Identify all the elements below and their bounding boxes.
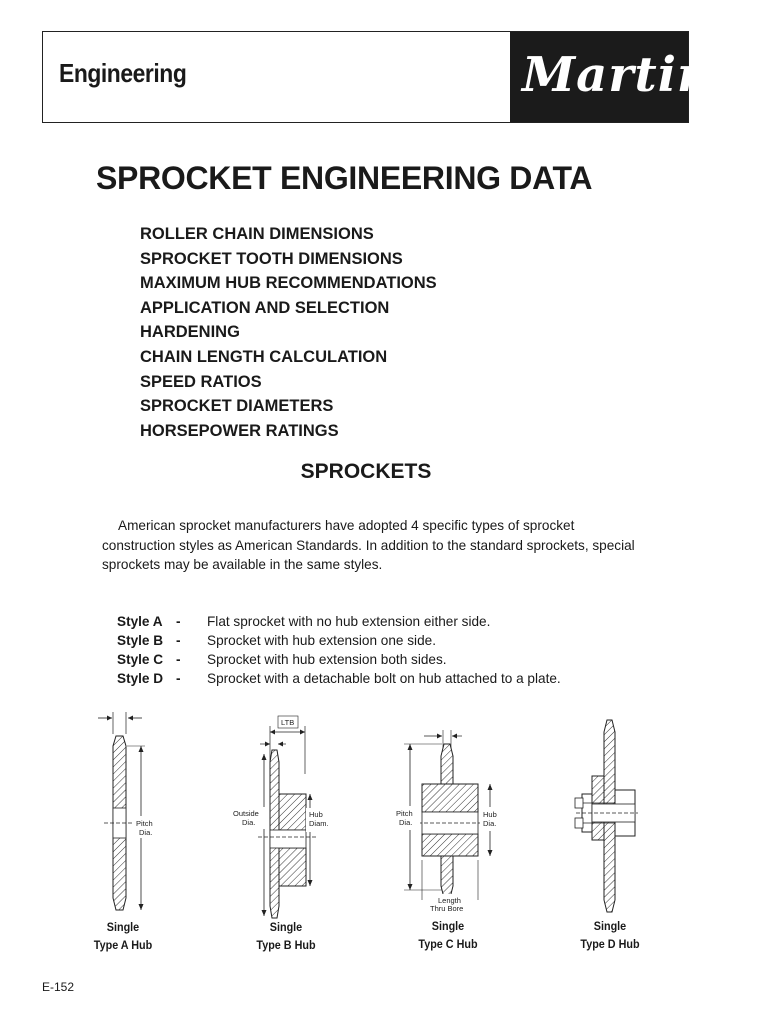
style-description: Sprocket with hub extension one side. <box>207 633 436 648</box>
style-label: Style A <box>117 614 163 629</box>
style-dash: - <box>176 671 181 686</box>
outside-dia-label-2: Dia. <box>242 818 256 827</box>
topic-item: SPROCKET TOOTH DIMENSIONS <box>140 249 403 268</box>
ltb-label: LTB <box>281 718 295 727</box>
topic-item: ROLLER CHAIN DIMENSIONS <box>140 225 374 243</box>
hub-diam-label-2: Diam. <box>309 819 329 828</box>
type-a-diagram <box>90 712 170 918</box>
type-c-caption <box>412 917 484 953</box>
pitch-dia-label-2: Dia. <box>139 828 153 837</box>
caption-line-1: Single <box>593 919 627 933</box>
type-d-caption <box>574 917 646 953</box>
page-title: SPROCKET ENGINEERING DATA <box>96 160 593 196</box>
caption-line-2: Type D Hub <box>580 937 640 951</box>
caption-line-1: Single <box>431 919 465 933</box>
hub-diam-label: Hub <box>309 810 323 819</box>
type-b-diagram <box>228 712 340 920</box>
style-row <box>117 612 561 631</box>
style-row <box>117 631 561 650</box>
page-number: E-152 <box>42 980 75 994</box>
style-description: Sprocket with hub extension both sides. <box>207 652 447 667</box>
caption-line-2: Type A Hub <box>93 938 153 952</box>
topic-item: MAXIMUM HUB RECOMMENDATIONS <box>140 274 437 293</box>
style-dash: - <box>176 652 181 667</box>
hub-dia-label-2: Dia. <box>483 819 497 828</box>
caption-line-2: Type C Hub <box>418 937 478 951</box>
type-c-diagram <box>390 726 508 916</box>
logo-text: Martin <box>522 47 713 103</box>
martin-logo <box>510 32 713 122</box>
intro-paragraph: American sprocket manufacturers have adopted 4 specific types of sprocket construction styles as American Standards. In addition to the standard sprockets, special sprockets may be available in the same styles. <box>102 518 635 572</box>
section-title: SPROCKETS <box>300 460 432 483</box>
header-title: Engineering <box>59 58 187 88</box>
style-label: Style D <box>117 671 164 686</box>
style-description: Flat sprocket with no hub extension either side. <box>207 614 491 629</box>
topic-item: APPLICATION AND SELECTION <box>140 298 390 317</box>
style-label: Style C <box>117 652 164 667</box>
style-dash: - <box>176 633 181 648</box>
pitch-dia-label: Pitch <box>136 819 153 828</box>
topic-item: HARDENING <box>140 323 240 342</box>
caption-line-1: Single <box>269 920 303 934</box>
thru-bore-label: Thru Bore <box>430 904 464 913</box>
style-label: Style B <box>117 633 164 648</box>
header-box <box>42 31 713 123</box>
style-dash: - <box>176 614 181 629</box>
style-description: Sprocket with a detachable bolt on hub attached to a plate. <box>207 671 561 686</box>
outside-dia-label: Outside <box>233 809 259 818</box>
type-a-caption <box>87 918 159 954</box>
caption-line-2: Type B Hub <box>256 938 316 952</box>
pitch-dia-label-2: Dia. <box>399 818 413 827</box>
topics-list <box>140 222 437 443</box>
topic-item: SPEED RATIOS <box>140 372 262 391</box>
topic-item: SPROCKET DIAMETERS <box>140 397 334 416</box>
caption-line-1: Single <box>106 920 140 934</box>
pitch-dia-label: Pitch <box>396 809 413 818</box>
style-row <box>117 669 561 688</box>
topic-item: CHAIN LENGTH CALCULATION <box>140 347 388 366</box>
type-b-caption <box>250 918 322 954</box>
hub-dia-label: Hub <box>483 810 497 819</box>
type-d-diagram <box>566 716 646 916</box>
style-list <box>117 612 561 688</box>
length-label: Length <box>438 896 461 905</box>
style-row <box>117 650 561 669</box>
topic-item: HORSEPOWER RATINGS <box>140 421 339 440</box>
